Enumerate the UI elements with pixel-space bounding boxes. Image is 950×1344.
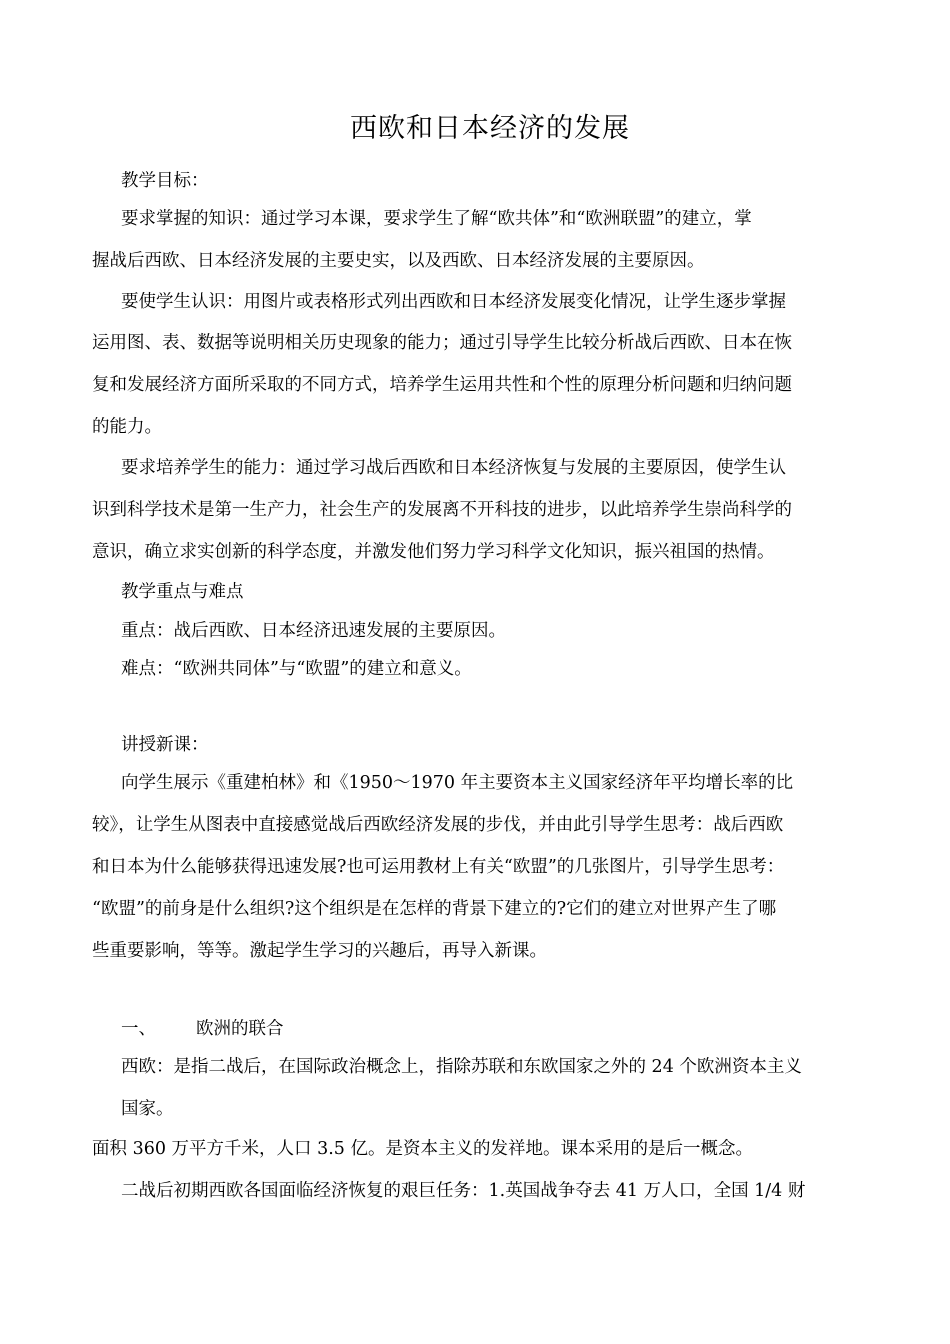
paragraph-line: 意识，确立求实创新的科学态度，并激发他们努力学习科学文化知识，振兴祖国的热情。 [92,542,775,562]
paragraph-line: 些重要影响，等等。激起学生学习的兴趣后，再导入新课。 [92,941,547,961]
paragraph-line: 的能力。 [92,417,162,437]
paragraph-line: 难点：“欧洲共同体”与“欧盟”的建立和意义。 [121,659,472,679]
paragraph-line: 二战后初期西欧各国面临经济恢复的艰巨任务：1.英国战争夺去 41 万人口，全国 1/4 财 [121,1181,806,1201]
paragraph-line: 向学生展示《重建柏林》和《1950～1970 年主要资本主义国家经济年平均增长率的比 [121,773,794,793]
paragraph-line: 要求培养学生的能力：通过学习战后西欧和日本经济恢复与发展的主要原因，使学生认 [121,458,786,478]
paragraph-line: 和日本为什么能够获得迅速发展?也可运用教材上有关“欧盟”的几张图片，引导学生思考： [92,857,785,877]
paragraph-line: 复和发展经济方面所采取的不同方式，培养学生运用共性和个性的原理分析问题和归纳问题 [92,375,792,395]
section-heading [121,1017,284,1041]
paragraph-line: “欧盟”的前身是什么组织?这个组织是在怎样的背景下建立的?它们的建立对世界产生了哪 [92,899,777,919]
paragraph-line: 西欧：是指二战后，在国际政治概念上，指除苏联和东欧国家之外的 24 个欧洲资本主义 [121,1057,802,1077]
document-title: 西欧和日本经济的发展 [350,113,630,144]
paragraph-line: 要使学生认识：用图片或表格形式列出西欧和日本经济发展变化情况，让学生逐步掌握 [121,292,786,312]
paragraph-line: 运用图、表、数据等说明相关历史现象的能力；通过引导学生比较分析战后西欧、日本在恢 [92,333,792,353]
paragraph-line: 面积 360 万平方千米，人口 3.5 亿。是资本主义的发祥地。课本采用的是后一概念。 [92,1139,753,1159]
paragraph-line: 较》，让学生从图表中直接感觉战后西欧经济发展的步伐，并由此引导学生思考：战后西欧 [92,815,784,835]
paragraph-line: 国家。 [121,1099,174,1119]
paragraph-line: 识到科学技术是第一生产力，社会生产的发展离不开科技的进步，以此培养学生崇尚科学的 [92,500,792,520]
paragraph-line: 握战后西欧、日本经济发展的主要史实，以及西欧、日本经济发展的主要原因。 [92,251,705,271]
section-number: 一、 [121,1019,156,1039]
teaching-goals-heading: 教学目标： [121,171,209,191]
section-title: 欧洲的联合 [196,1019,284,1039]
paragraph-line: 要求掌握的知识：通过学习本课，要求学生了解“欧共体”和“欧洲联盟”的建立，掌 [121,209,752,229]
new-lesson-heading: 讲授新课： [121,735,209,755]
paragraph-line: 重点：战后西欧、日本经济迅速发展的主要原因。 [121,621,506,641]
key-points-heading: 教学重点与难点 [121,582,244,602]
